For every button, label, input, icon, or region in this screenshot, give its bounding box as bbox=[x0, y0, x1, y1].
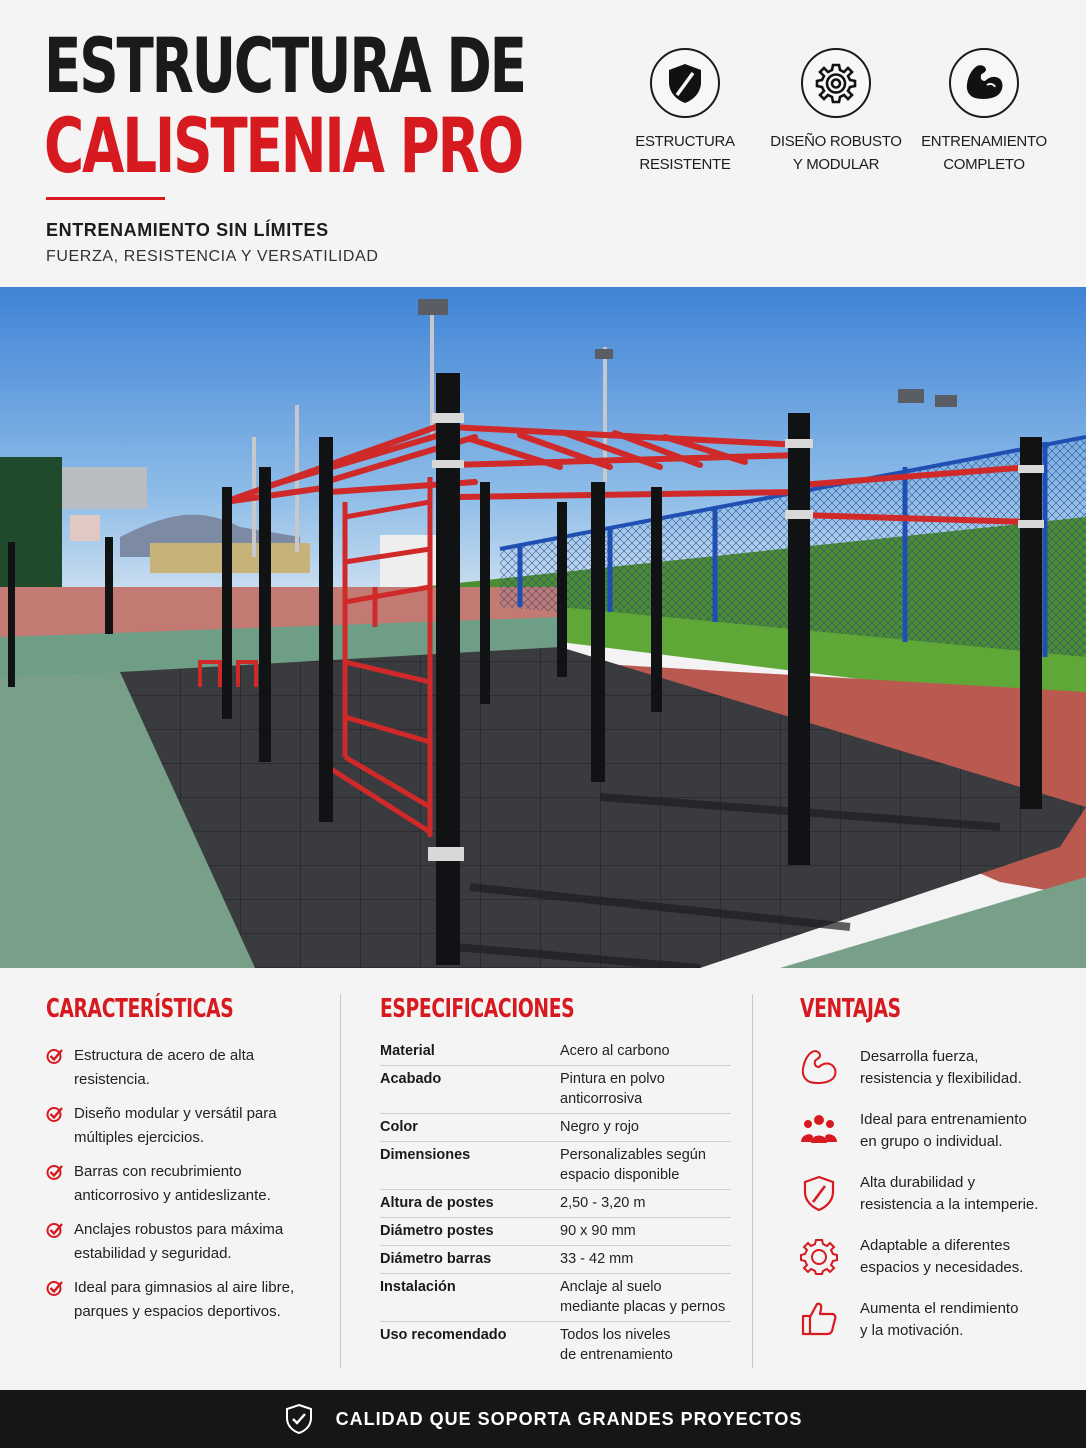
list-item bbox=[46, 1160, 306, 1208]
table-row bbox=[380, 1218, 731, 1246]
list-item bbox=[800, 1109, 1060, 1172]
shield-icon bbox=[650, 48, 720, 118]
header bbox=[0, 0, 1086, 287]
table-row bbox=[380, 1246, 731, 1274]
feature-label-line2: Y MODULAR bbox=[792, 156, 880, 173]
spec-value-line1: 2,50 - 3,20 m bbox=[560, 1195, 646, 1211]
item-line1: Aumenta el rendimiento bbox=[860, 1300, 1019, 1317]
list-item bbox=[800, 1298, 1060, 1361]
spec-value-line2: espacio disponible bbox=[560, 1167, 680, 1183]
spec-value bbox=[560, 1066, 731, 1114]
spec-value-line2: anticorrosiva bbox=[560, 1091, 643, 1107]
page-title bbox=[44, 21, 525, 190]
column-divider bbox=[340, 994, 341, 1368]
item-line2: resistencia a la intemperie. bbox=[860, 1196, 1039, 1213]
item-line2: múltiples ejercicios. bbox=[74, 1129, 205, 1146]
spec-value-line2: mediante placas y pernos bbox=[560, 1299, 726, 1315]
item-line1: Diseño modular y versátil para bbox=[74, 1105, 277, 1122]
spec-key: Altura de postes bbox=[380, 1190, 560, 1218]
item-line1: Anclajes robustos para máxima bbox=[74, 1221, 284, 1238]
item-line1: Desarrolla fuerza, bbox=[860, 1048, 979, 1065]
item-line2: en grupo o individual. bbox=[860, 1133, 1003, 1150]
spec-value bbox=[560, 1274, 731, 1322]
feature-entrenamiento-completo bbox=[909, 48, 1059, 176]
group-icon bbox=[800, 1111, 838, 1149]
list-item bbox=[800, 1172, 1060, 1235]
item-line2: anticorrosivo y antideslizante. bbox=[74, 1187, 271, 1204]
ventajas-list bbox=[800, 1046, 1060, 1361]
list-item bbox=[800, 1235, 1060, 1298]
product-photo bbox=[0, 287, 1086, 968]
spec-value-line1: Anclaje al suelo bbox=[560, 1279, 662, 1295]
gear-icon bbox=[801, 48, 871, 118]
item-line1: Ideal para gimnasios al aire libre, bbox=[74, 1279, 295, 1296]
spec-value bbox=[560, 1218, 731, 1246]
feature-label-line1: ESTRUCTURA bbox=[635, 133, 735, 150]
table-row bbox=[380, 1114, 731, 1142]
item-line2: espacios y necesidades. bbox=[860, 1259, 1024, 1276]
spec-value bbox=[560, 1114, 731, 1142]
spec-value-line1: Personalizables según bbox=[560, 1147, 706, 1163]
table-row bbox=[380, 1190, 731, 1218]
spec-key: Diámetro postes bbox=[380, 1218, 560, 1246]
item-line1: Estructura de acero de alta bbox=[74, 1047, 255, 1064]
list-item bbox=[46, 1044, 306, 1092]
spec-value bbox=[560, 1190, 731, 1218]
spec-value-line1: Negro y rojo bbox=[560, 1119, 639, 1135]
footer-text: CALIDAD QUE SOPORTA GRANDES PROYECTOS bbox=[335, 1408, 803, 1429]
item-line2: resistencia. bbox=[74, 1071, 150, 1088]
item-line2: estabilidad y seguridad. bbox=[74, 1245, 232, 1262]
feature-estructura-resistente bbox=[610, 48, 760, 176]
item-line1: Ideal para entrenamiento bbox=[860, 1111, 1027, 1128]
spec-value bbox=[560, 1246, 731, 1274]
item-line2: resistencia y flexibilidad. bbox=[860, 1070, 1022, 1087]
check-icon bbox=[46, 1221, 64, 1239]
spec-value-line1: Acero al carbono bbox=[560, 1043, 670, 1059]
spec-value-line1: 33 - 42 mm bbox=[560, 1251, 634, 1267]
spec-key: Color bbox=[380, 1114, 560, 1142]
list-item bbox=[46, 1218, 306, 1266]
ventajas-title: VENTAJAS bbox=[800, 994, 901, 1024]
item-line1: Alta durabilidad y bbox=[860, 1174, 976, 1191]
subtagline: FUERZA, RESISTENCIA Y VERSATILIDAD bbox=[46, 248, 379, 265]
spec-key: Uso recomendado bbox=[380, 1327, 507, 1343]
feature-label-line1: ENTRENAMIENTO bbox=[921, 133, 1047, 150]
caracteristicas-list bbox=[46, 1044, 306, 1334]
table-row bbox=[380, 1066, 731, 1114]
column-divider bbox=[752, 994, 753, 1368]
spec-value-line1: Pintura en polvo bbox=[560, 1071, 665, 1087]
table-row bbox=[380, 1142, 731, 1190]
shield-check-icon bbox=[284, 1403, 314, 1435]
feature-label-line2: COMPLETO bbox=[943, 156, 1025, 173]
title-line-2: CALISTENIA PRO bbox=[44, 101, 522, 190]
title-underline bbox=[46, 197, 165, 200]
specs-table bbox=[380, 1038, 731, 1369]
table-row bbox=[380, 1038, 731, 1066]
gear-icon bbox=[800, 1237, 838, 1275]
spec-key: Acabado bbox=[380, 1066, 560, 1114]
check-icon bbox=[46, 1105, 64, 1123]
item-line2: parques y espacios deportivos. bbox=[74, 1303, 281, 1320]
spec-value-line2: de entrenamiento bbox=[560, 1347, 673, 1363]
title-line-1: ESTRUCTURA DE bbox=[44, 21, 525, 110]
caracteristicas-title: CARACTERÍSTICAS bbox=[46, 994, 234, 1024]
check-icon bbox=[46, 1279, 64, 1297]
info-section bbox=[0, 968, 1086, 1390]
feature-diseno-robusto bbox=[761, 48, 911, 176]
spec-value-line1: Todos los niveles bbox=[560, 1327, 671, 1343]
check-icon bbox=[46, 1047, 64, 1065]
shield-icon bbox=[800, 1174, 838, 1212]
spec-value bbox=[560, 1142, 731, 1190]
table-row bbox=[380, 1274, 731, 1322]
spec-value-line1: 90 x 90 mm bbox=[560, 1223, 636, 1239]
feature-label-line2: RESISTENTE bbox=[639, 156, 731, 173]
item-line1: Adaptable a diferentes bbox=[860, 1237, 1011, 1254]
item-line1: Barras con recubrimiento bbox=[74, 1163, 242, 1180]
spec-value bbox=[560, 1322, 731, 1370]
spec-key: Diámetro barras bbox=[380, 1246, 560, 1274]
check-icon bbox=[46, 1163, 64, 1181]
tagline: ENTRENAMIENTO SIN LÍMITES bbox=[46, 220, 329, 240]
list-item bbox=[46, 1276, 306, 1324]
list-item bbox=[800, 1046, 1060, 1109]
footer-banner bbox=[0, 1390, 1086, 1448]
table-row bbox=[380, 1322, 731, 1370]
item-line2: y la motivación. bbox=[860, 1322, 964, 1339]
spec-key: Material bbox=[380, 1038, 560, 1066]
feature-label-line1: DISEÑO ROBUSTO bbox=[770, 133, 902, 150]
spec-key: Dimensiones bbox=[380, 1142, 560, 1190]
spec-key: Instalación bbox=[380, 1274, 560, 1322]
spec-value bbox=[560, 1038, 731, 1066]
thumbs-up-icon bbox=[800, 1300, 838, 1338]
flexed-arm-icon bbox=[800, 1048, 838, 1086]
especificaciones-title: ESPECIFICACIONES bbox=[380, 994, 575, 1024]
list-item bbox=[46, 1102, 306, 1150]
flexed-arm-icon bbox=[949, 48, 1019, 118]
